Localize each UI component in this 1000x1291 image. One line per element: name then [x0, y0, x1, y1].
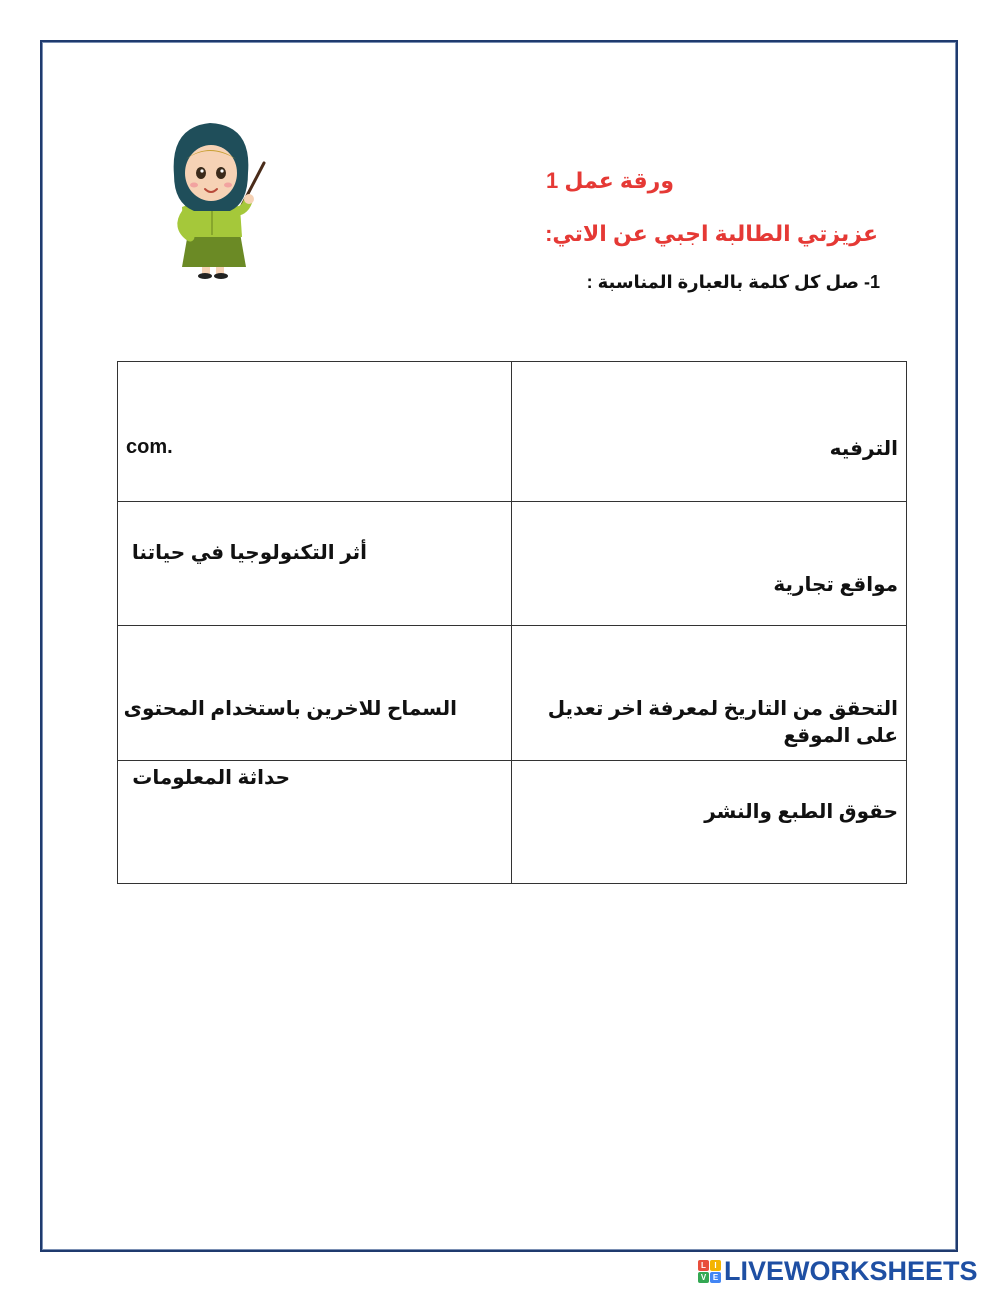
table-cell-right — [512, 626, 907, 761]
liveworksheets-logo[interactable] — [698, 1255, 978, 1286]
worksheet-title: ورقة عمل 1 — [546, 168, 674, 193]
table-cell-left — [118, 502, 512, 626]
term-text[interactable]: حقوق الطبع والنشر — [704, 801, 898, 823]
table-cell-left — [118, 362, 512, 502]
option-text[interactable]: أثر التكنولوجيا في حياتنا — [131, 542, 367, 564]
term-text[interactable]: التحقق من التاريخ لمعرفة اخر تعديل على الموقع — [547, 698, 898, 747]
logo-letter: E — [710, 1272, 721, 1283]
table-row — [118, 362, 907, 502]
logo-text: LIVEWORKSHEETS — [724, 1255, 978, 1286]
logo-mark-icon — [698, 1260, 721, 1283]
term-text[interactable]: مواقع تجارية — [773, 574, 898, 596]
table-row — [118, 502, 907, 626]
matching-table — [117, 361, 907, 884]
option-text[interactable]: السماح للاخرين باستخدام المحتوى — [123, 698, 457, 720]
option-text[interactable]: حداثة المعلومات — [132, 767, 290, 789]
instruction-text: 1- صل كل كلمة بالعبارة المناسبة : — [586, 272, 880, 292]
logo-letter: I — [710, 1260, 721, 1271]
table-cell-right — [512, 362, 907, 502]
logo-letter: L — [698, 1260, 709, 1271]
option-text[interactable]: .com — [126, 436, 173, 458]
table-cell-left — [118, 626, 512, 761]
greeting-text: عزيزتي الطالبة اجبي عن الاتي: — [545, 221, 878, 246]
table-cell-right — [512, 761, 907, 884]
table-row — [118, 626, 907, 761]
logo-letter: V — [698, 1272, 709, 1283]
table-row — [118, 761, 907, 884]
term-text[interactable]: الترفيه — [829, 438, 898, 460]
table-cell-left — [118, 761, 512, 884]
teacher-illustration — [160, 115, 270, 280]
table-cell-right — [512, 502, 907, 626]
